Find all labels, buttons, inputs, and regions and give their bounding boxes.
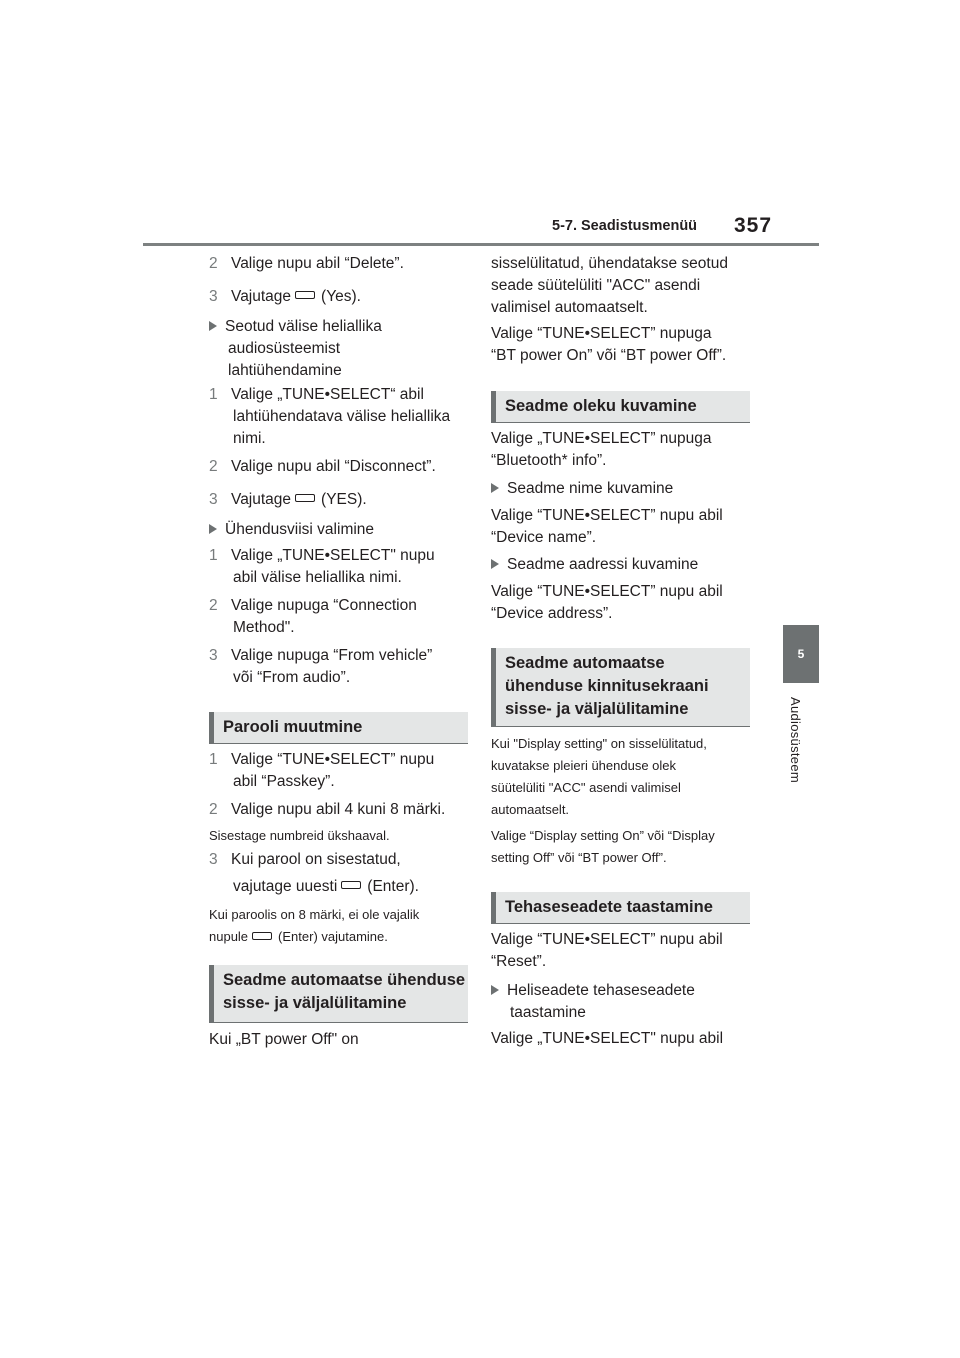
paragraph-text: sisselülitatud, ühendatakse seotud bbox=[491, 255, 728, 272]
note-text: Sisestage numbreid ükshaaval. bbox=[209, 828, 390, 843]
step-number: 2 bbox=[209, 801, 218, 818]
step-line bbox=[209, 849, 401, 871]
bullet-heading bbox=[491, 554, 698, 576]
section-heading bbox=[209, 965, 468, 1023]
bullet-text: taastamine bbox=[510, 1004, 586, 1021]
note-text: automaatselt. bbox=[491, 802, 570, 817]
step-line bbox=[209, 749, 434, 771]
note-text: nupule bbox=[209, 929, 249, 944]
step-text-line bbox=[233, 876, 419, 898]
note-text: süütelüliti "ACC" asendi valimisel bbox=[491, 780, 681, 795]
section-heading: Seadme oleku kuvamine bbox=[491, 391, 750, 423]
bullet-text: audiosüsteemist bbox=[228, 340, 341, 357]
step-number: 1 bbox=[209, 751, 218, 768]
step-text: või “From audio”. bbox=[233, 669, 351, 686]
paragraph-text: “Device name”. bbox=[491, 529, 597, 546]
paragraph-text: valimisel automaatselt. bbox=[491, 299, 648, 316]
step-number: 3 bbox=[209, 851, 218, 868]
button-icon bbox=[295, 291, 315, 299]
arrow-icon bbox=[491, 559, 499, 569]
paragraph-text: Kui „BT power Off" on bbox=[209, 1031, 359, 1048]
section-heading bbox=[491, 648, 750, 727]
step-number: 1 bbox=[209, 547, 218, 564]
step-text: (Enter). bbox=[367, 878, 419, 895]
step-text: vajutage uuesti bbox=[233, 878, 338, 895]
arrow-icon bbox=[491, 483, 499, 493]
step-number: 2 bbox=[209, 458, 218, 475]
arrow-icon bbox=[209, 321, 217, 331]
chapter-tab: 5 bbox=[783, 625, 819, 683]
step-text: Vajutage bbox=[231, 491, 292, 508]
note-text: Valige “Display setting On” või “Display bbox=[491, 828, 715, 843]
step-text: Valige nupuga “From vehicle” bbox=[231, 647, 433, 664]
step-text: lahtiühendatava välise heliallika bbox=[233, 408, 451, 425]
step-text: Valige nupu abil “Delete”. bbox=[231, 255, 404, 272]
paragraph-text: Valige “TUNE•SELECT” nupu abil bbox=[491, 507, 723, 524]
heading-line: Seadme automaatse ühenduse bbox=[223, 971, 466, 989]
heading-line: Seadme automaatse bbox=[505, 654, 665, 672]
step-text: abil välise heliallika nimi. bbox=[233, 569, 402, 586]
section-heading: Tehaseseadete taastamine bbox=[491, 892, 750, 924]
paragraph-text: Valige „TUNE•SELECT” nupuga bbox=[491, 430, 712, 447]
paragraph-text: Valige “TUNE•SELECT” nupu abil bbox=[491, 931, 723, 948]
bullet-text: Seotud välise heliallika bbox=[225, 318, 382, 335]
step-text: Valige “TUNE•SELECT” nupu bbox=[231, 751, 435, 768]
step-line bbox=[209, 253, 404, 275]
arrow-icon bbox=[491, 985, 499, 995]
arrow-icon bbox=[209, 524, 217, 534]
step-text: Valige nupuga “Connection bbox=[231, 597, 417, 614]
paragraph-text: Valige “TUNE•SELECT” nupu abil bbox=[491, 583, 723, 600]
note-line bbox=[209, 926, 388, 948]
step-number: 3 bbox=[209, 647, 218, 664]
step-number: 1 bbox=[209, 386, 218, 403]
step-text: (Yes). bbox=[321, 288, 361, 305]
step-text: nimi. bbox=[233, 430, 266, 447]
step-text: Method". bbox=[233, 619, 295, 636]
heading-line: sisse- ja väljalülitamine bbox=[223, 994, 407, 1012]
note-text: kuvatakse pleieri ühenduse olek bbox=[491, 758, 677, 773]
step-line bbox=[209, 286, 361, 308]
step-line bbox=[209, 489, 367, 511]
step-text: Valige „TUNE•SELECT" nupu bbox=[231, 547, 435, 564]
heading-line: sisse- ja väljalülitamine bbox=[505, 700, 689, 718]
section-title: 5-7. Seadistusmenüü bbox=[552, 218, 698, 234]
header-rule bbox=[143, 243, 819, 246]
step-line bbox=[209, 456, 436, 478]
bullet-text: Ühendusviisi valimine bbox=[225, 521, 375, 538]
step-number: 2 bbox=[209, 597, 218, 614]
paragraph-text: “Reset”. bbox=[491, 953, 547, 970]
bullet-heading bbox=[491, 478, 673, 500]
button-icon bbox=[341, 881, 361, 889]
note-text: setting Off” või “BT power Off”. bbox=[491, 850, 667, 865]
paragraph-text: seade süütelüliti "ACC" asendi bbox=[491, 277, 701, 294]
bullet-text: lahtiühendamine bbox=[228, 362, 342, 379]
step-text: Valige nupu abil “Disconnect”. bbox=[231, 458, 436, 475]
page-number: 357 bbox=[734, 214, 773, 237]
button-icon bbox=[295, 494, 315, 502]
step-number: 2 bbox=[209, 255, 218, 272]
step-text: abil “Passkey”. bbox=[233, 773, 335, 790]
step-text: Kui parool on sisestatud, bbox=[231, 851, 401, 868]
chapter-label: Audiosüsteem bbox=[788, 697, 803, 783]
paragraph-text: Valige „TUNE•SELECT" nupu abil bbox=[491, 1030, 724, 1047]
step-line bbox=[209, 545, 435, 567]
step-line bbox=[209, 645, 432, 667]
section-heading: Parooli muutmine bbox=[209, 712, 468, 744]
bullet-text: Seadme nime kuvamine bbox=[507, 480, 674, 497]
note-text: Kui "Display setting" on sisselülitatud, bbox=[491, 736, 707, 751]
note-text: Kui paroolis on 8 märki, ei ole vajalik bbox=[209, 907, 420, 922]
step-text: (YES). bbox=[321, 491, 367, 508]
bullet-heading bbox=[209, 316, 382, 338]
note-text: (Enter) vajutamine. bbox=[278, 929, 388, 944]
bullet-text: Seadme aadressi kuvamine bbox=[507, 556, 699, 573]
step-text: Valige nupu abil 4 kuni 8 märki. bbox=[231, 801, 446, 818]
paragraph-text: “Device address”. bbox=[491, 605, 613, 622]
step-line bbox=[209, 799, 445, 821]
bullet-heading bbox=[209, 519, 374, 541]
bullet-text: Heliseadete tehaseseadete bbox=[507, 982, 695, 999]
step-number: 3 bbox=[209, 491, 218, 508]
paragraph-text: “BT power On” või “BT power Off”. bbox=[491, 347, 727, 364]
step-text: Vajutage bbox=[231, 288, 292, 305]
step-line bbox=[209, 384, 424, 406]
heading-line: ühenduse kinnitusekraani bbox=[505, 677, 709, 695]
button-icon bbox=[252, 932, 272, 940]
bullet-heading bbox=[491, 980, 695, 1002]
step-number: 3 bbox=[209, 288, 218, 305]
step-line bbox=[209, 595, 417, 617]
step-text: Valige „TUNE•SELECT“ abil bbox=[231, 386, 424, 403]
paragraph-text: Valige “TUNE•SELECT” nupuga bbox=[491, 325, 712, 342]
paragraph-text: “Bluetooth* info”. bbox=[491, 452, 607, 469]
